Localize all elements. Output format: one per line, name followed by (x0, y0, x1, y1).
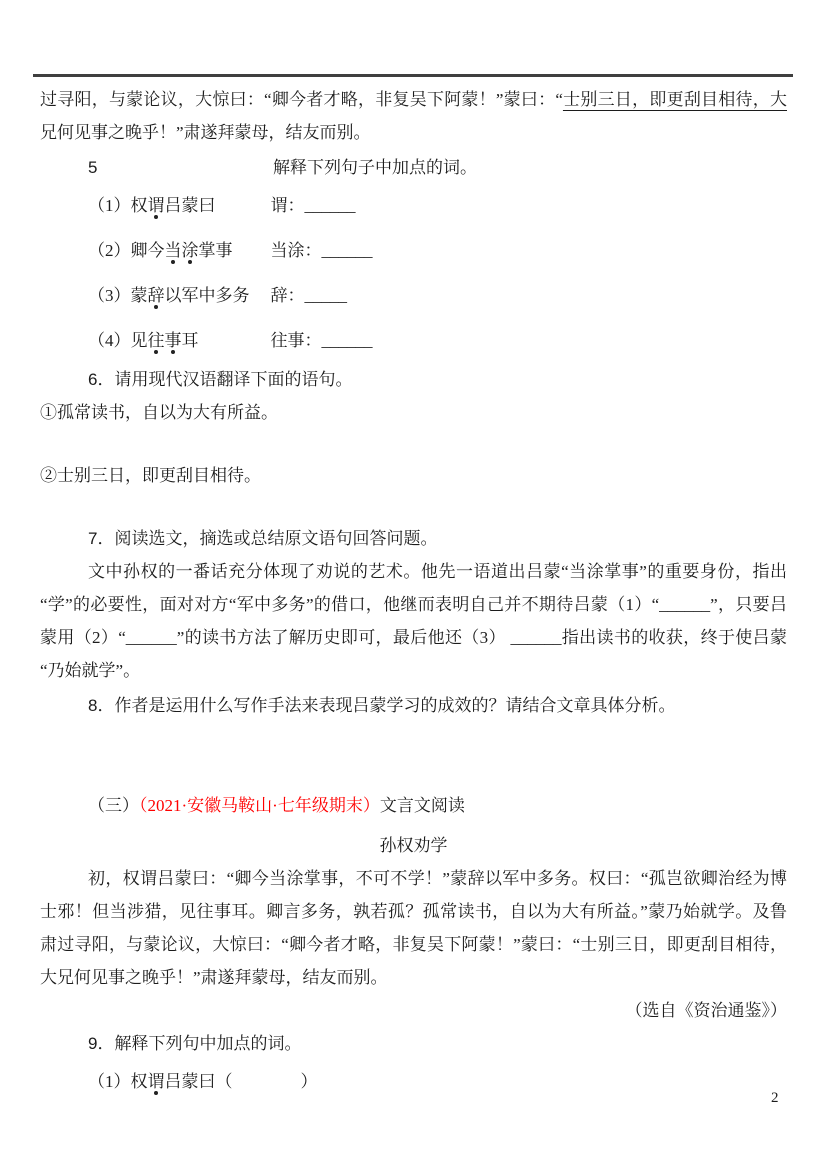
exam-source-tag: （2021·安徽马鞍山·七年级期末） (139, 796, 380, 815)
item-number: （1） (88, 196, 131, 215)
answer-blank: _____ (304, 286, 347, 305)
item-number: （3） (88, 286, 131, 305)
answer-label: 辞： (270, 286, 305, 305)
answer-label: 往事： (270, 331, 322, 350)
passage-source: （选自《资治通鉴》） (625, 1001, 787, 1020)
question-5 (40, 151, 787, 184)
question-5-number: 5 (88, 158, 98, 177)
item-number: （1） (88, 1072, 131, 1091)
question-7-analysis: 文中孙权的一番话充分体现了劝说的艺术。他先一语道出吕蒙“当涂掌事”的重要身份，指出“学”的必要性，面对对方“军中多务”的借口，他继而表明自己并不期待吕蒙（1）“______”，只要吕蒙用（2）“______”的读书方法了解历史即可，最后他还（3） ______指出读书的收获，终于使吕蒙“乃始就学”。 (40, 562, 787, 680)
answer-label: 当涂： (270, 241, 322, 260)
section-label: （三） (88, 796, 139, 815)
word-item-row-1 (88, 189, 787, 222)
answer-paren: （ ） (215, 1072, 318, 1091)
section-3-heading (40, 789, 787, 822)
page-number: 2 (771, 1090, 779, 1106)
translation-sentence-2: ②士别三日，即更刮目相待。 (40, 466, 261, 485)
question-8-number: 8． (88, 696, 115, 715)
question-9-item-1 (88, 1065, 787, 1098)
passage-body: 初，权谓吕蒙曰：“卿今当涂掌事，不可不学！”蒙辞以军中多务。权曰：“孤岂欲卿治经为博士邪！但当涉猎，见往事耳。卿言多务，孰若孤？孤常读书，自以为大有所益。”蒙乃始就学。及鲁肃过寻阳，与蒙论议，大惊曰：“卿今者才略，非复吴下阿蒙！”蒙曰：“士别三日，即更刮目相待，大兄何见事之晚乎！”肃遂拜蒙母，结友而别。 (40, 869, 787, 987)
passage-title: 孙权劝学 (379, 836, 448, 855)
answer-label: 谓： (270, 196, 305, 215)
passage-continuation-pre: 过寻阳，与蒙论议，大惊曰：“卿今者才略，非复吴下阿蒙！”蒙曰：“ (40, 90, 563, 109)
page-content (40, 77, 787, 1098)
question-8 (40, 689, 787, 722)
passage-continuation-post: 兄何见事之晚乎！”肃遂拜蒙母，结友而别。 (40, 123, 371, 142)
question-8-prompt: 作者是运用什么写作手法来表现吕蒙学习的成效的？请结合文章具体分析。 (114, 696, 676, 715)
answer-blank: ______ (304, 196, 356, 215)
question-6-prompt: 请用现代汉语翻译下面的语句。 (114, 370, 353, 389)
question-9-prompt: 解释下列句中加点的词。 (114, 1034, 302, 1053)
translation-sentence-1: ①孤常读书，自以为大有所益。 (40, 403, 278, 422)
underlined-quote: 士别三日，即更刮目相待，大 (562, 90, 787, 109)
question-7 (40, 522, 787, 555)
word-item-row-3 (88, 279, 787, 312)
word-item-row-4 (88, 324, 787, 357)
section-type-label: 文言文阅读 (379, 796, 465, 815)
question-6-number: 6． (88, 370, 115, 389)
item-number: （2） (88, 241, 131, 260)
question-9-number: 9． (88, 1034, 115, 1053)
question-6 (40, 363, 787, 396)
question-7-number: 7． (88, 529, 115, 548)
item-phrase: 权谓吕蒙曰 (130, 1072, 216, 1091)
question-9 (40, 1027, 787, 1060)
question-7-prompt: 阅读选文，摘选或总结原文语句回答问题。 (114, 529, 438, 548)
item-phrase: 见往事耳 (130, 331, 199, 350)
item-number: （4） (88, 331, 131, 350)
passage-continuation (40, 83, 787, 149)
question-5-prompt: 解释下列句子中加点的词。 (273, 158, 477, 177)
answer-blank: ______ (321, 241, 373, 260)
word-item-row-2 (88, 234, 787, 267)
item-phrase: 卿今当涂掌事 (130, 241, 233, 260)
item-phrase: 权谓吕蒙曰 (130, 196, 216, 215)
answer-blank: ______ (321, 331, 373, 350)
item-phrase: 蒙辞以军中多务 (130, 286, 250, 305)
